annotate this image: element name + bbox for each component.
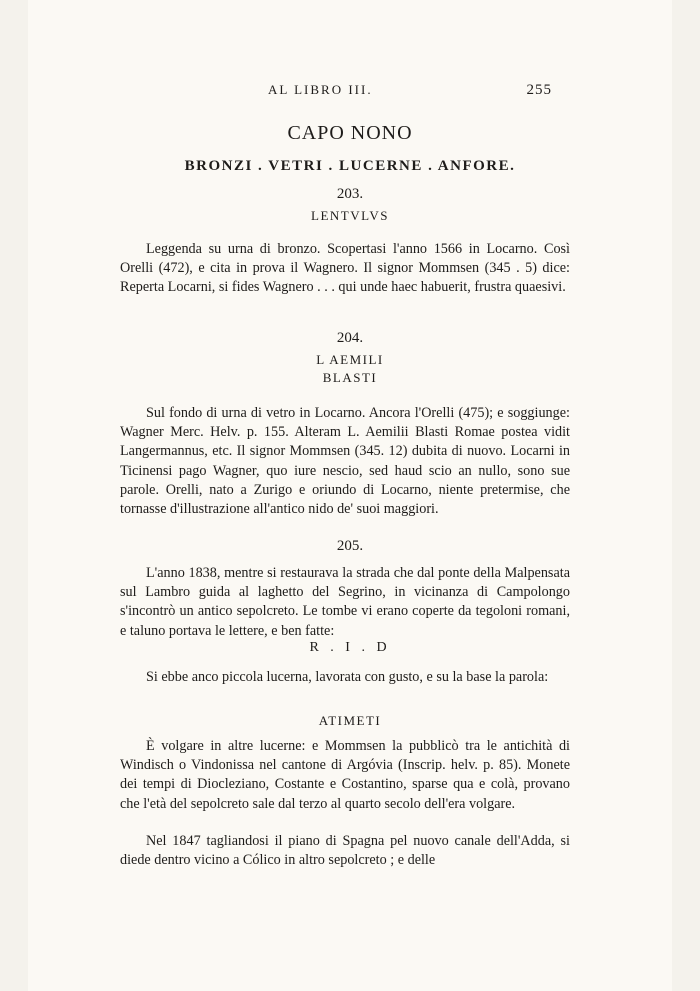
book-page: [28, 0, 672, 991]
paragraph: È volgare in altre lucerne: e Mommsen la pubblicò tra le antichità di Windisch o Vindonissa nel cantone di Argóvia (Inscrip. helv. p. 85). Monete dei tempi di Diocleziano, Costante e Costantino, sparse qua e colà, provano che l'età del sepolcreto sale dal terzo al quarto secolo dell'era volgare.: [120, 738, 570, 812]
section-number: 204.: [336, 330, 364, 346]
inscription: L AEMILI: [316, 352, 384, 367]
page-number: 255: [526, 82, 552, 98]
chapter-subtitle: BRONZI . VETRI . LUCERNE . ANFORE.: [184, 158, 516, 174]
inscription: ATIMETI: [318, 713, 382, 728]
section-number: 205.: [336, 538, 364, 554]
paragraph: Sul fondo di urna di vetro in Locarno. Ancora l'Orelli (475); e soggiunge: Wagner Merc. Helv. p. 155. Alteram L. Aemilii Blasti Romae postea vidit Langermannus, etc. Il signor Mommsen (345. 12) dubita di nuovo. Locarni in Ticinensi pago Wagner, quo iure nescio, sed haud scio an nullo, sono sue parole. Orelli, nato a Zurigo e oriundo di Locarno, niente pretermise, che tornasse d'illustrazione all'antico nido de' suoi maggiori.: [120, 405, 570, 518]
inscription: LENTVLVS: [311, 208, 389, 223]
running-title: AL LIBRO III.: [268, 82, 373, 97]
chapter-title: CAPO NONO: [287, 122, 413, 144]
paragraph: Si ebbe anco piccola lucerna, lavorata con gusto, e su la base la parola:: [146, 669, 549, 685]
paragraph: L'anno 1838, mentre si restaurava la strada che dal ponte della Malpensata sul Lambro guida al laghetto del Segrino, in vicinanza di Campolongo s'incontrò un antico sepolcreto. Le tombe vi erano coperte da tegoloni romani, e taluno portava le lettere, e ben fatte:: [120, 565, 570, 639]
paragraph: Nel 1847 tagliandosi il piano di Spagna pel nuovo canale dell'Adda, si diede dentro vicino a Cólico in altro sepolcreto ; e delle: [120, 833, 570, 869]
inscription: BLASTI: [322, 370, 378, 385]
section-number: 203.: [336, 186, 364, 202]
paragraph: Leggenda su urna di bronzo. Scopertasi l'anno 1566 in Locarno. Così Orelli (472), e cita in prova il Wagnero. Il signor Mommsen (345 . 5) dice: Reperta Locarni, si fides Wagnero . . . qui unde haec habuerit, frustra quaesivi.: [120, 241, 570, 296]
inscription: R . I . D: [309, 640, 391, 655]
